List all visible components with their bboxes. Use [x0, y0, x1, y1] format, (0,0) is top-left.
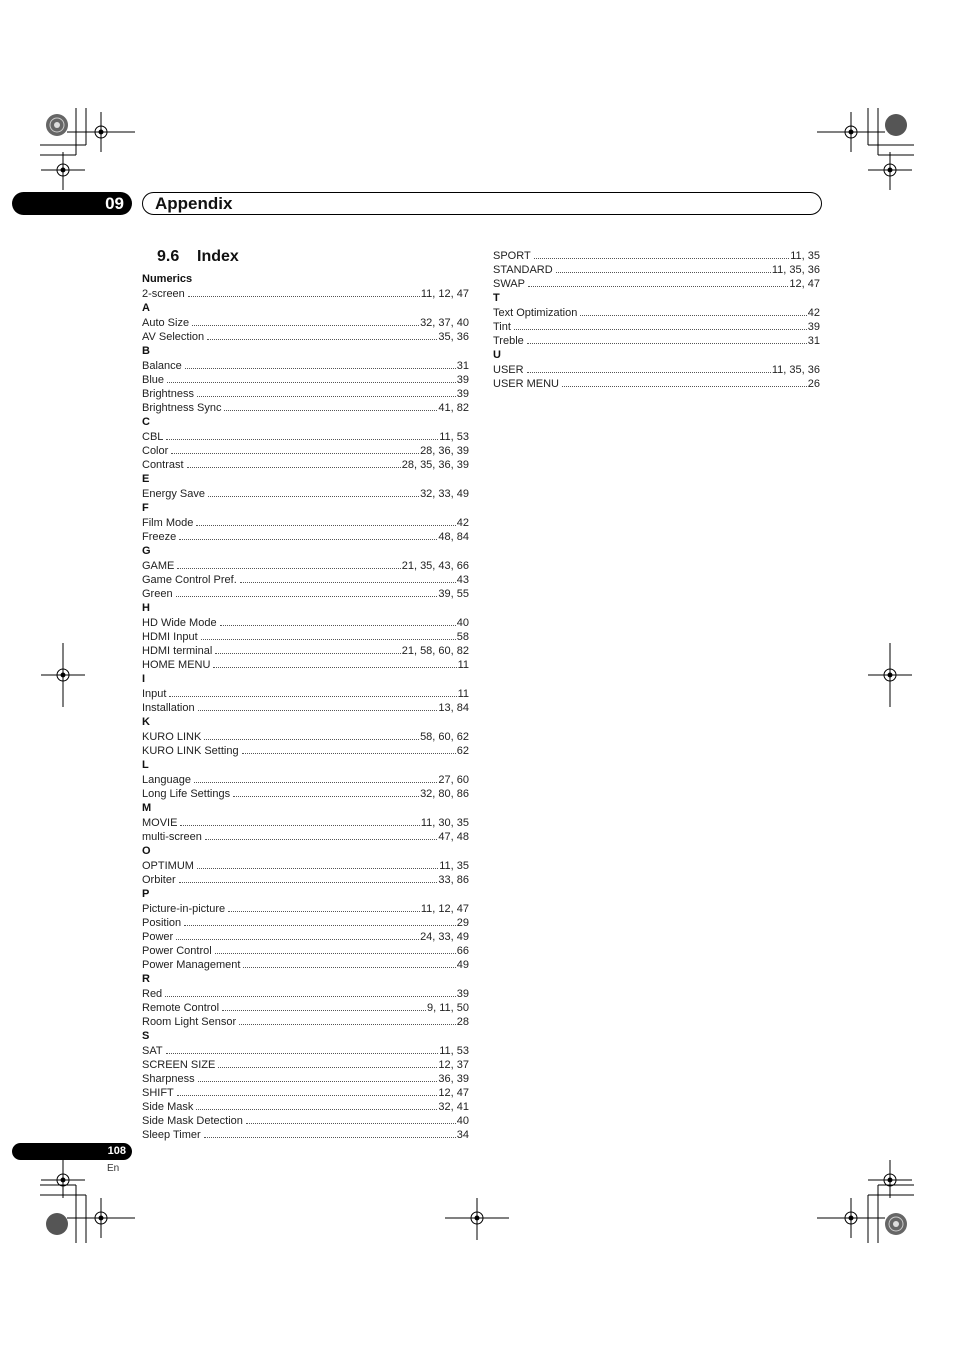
dot-leader — [177, 1085, 438, 1096]
dot-leader — [179, 872, 438, 883]
index-entry — [142, 700, 469, 714]
index-entry — [142, 443, 469, 457]
index-pages: 29 — [456, 917, 469, 929]
index-pages: 39 — [456, 374, 469, 386]
index-term: STANDARD — [493, 264, 553, 276]
index-group-letter: Numerics — [142, 273, 193, 285]
index-group-letter: F — [142, 502, 149, 514]
dot-leader — [176, 586, 438, 597]
index-pages: 34 — [456, 1129, 469, 1141]
index-pages: 39 — [807, 321, 820, 333]
index-term: OPTIMUM — [142, 860, 194, 872]
index-pages: 11, 12, 47 — [420, 903, 469, 915]
index-term: Energy Save — [142, 488, 205, 500]
index-entry — [142, 429, 469, 443]
index-term: Contrast — [142, 459, 184, 471]
index-group-letter: U — [493, 349, 501, 361]
index-group-letter: G — [142, 545, 151, 557]
index-group-letter: C — [142, 416, 150, 428]
index-entry — [142, 943, 469, 957]
dot-leader — [177, 558, 400, 569]
index-pages: 58, 60, 62 — [420, 731, 469, 743]
index-term: Game Control Pref. — [142, 574, 237, 586]
dot-leader — [185, 358, 456, 369]
index-entry — [142, 986, 469, 1000]
chapter-number-tab: 09 — [12, 192, 132, 215]
index-term: Remote Control — [142, 1002, 220, 1014]
index-entry — [142, 1014, 469, 1028]
dot-leader — [205, 829, 438, 840]
dot-leader — [218, 1057, 437, 1068]
index-entry — [493, 305, 820, 319]
index-entry — [142, 815, 469, 829]
index-entry — [142, 643, 469, 657]
index-term: Tint — [493, 321, 511, 333]
index-pages: 58 — [456, 631, 469, 643]
index-term: Power — [142, 931, 174, 943]
index-entry — [142, 957, 469, 971]
index-group-letter: B — [142, 345, 150, 357]
index-group-letter: S — [142, 1030, 150, 1042]
index-entry — [493, 262, 820, 276]
index-pages: 62 — [456, 745, 469, 757]
index-term: USER MENU — [493, 378, 560, 390]
dot-leader — [207, 329, 437, 340]
index-entry — [142, 1000, 469, 1014]
index-entry — [142, 572, 469, 586]
index-group-letter: K — [142, 716, 150, 728]
index-pages: 11, 53 — [439, 431, 469, 443]
index-term: Auto Size — [142, 317, 190, 329]
index-entry — [142, 729, 469, 743]
dot-leader — [562, 376, 807, 387]
dot-leader — [220, 615, 456, 626]
index-term: SAT — [142, 1045, 163, 1057]
index-entry — [142, 786, 469, 800]
index-term: Blue — [142, 374, 165, 386]
dot-leader — [188, 286, 420, 297]
index-entry — [142, 743, 469, 757]
index-term: Sleep Timer — [142, 1129, 201, 1141]
index-entry — [142, 915, 469, 929]
index-pages: 66 — [456, 945, 469, 957]
index-pages: 40 — [456, 1115, 469, 1127]
index-entry — [142, 1085, 469, 1099]
section-title: Index — [197, 248, 239, 265]
index-pages: 42 — [456, 517, 469, 529]
index-group-letter: H — [142, 602, 150, 614]
index-entry — [142, 286, 469, 300]
index-group-letter: A — [142, 302, 150, 314]
index-pages: 32, 80, 86 — [420, 788, 469, 800]
index-term: Orbiter — [142, 874, 176, 886]
index-term: USER — [493, 364, 524, 376]
index-entry — [142, 358, 469, 372]
index-pages: 12, 47 — [438, 1087, 469, 1099]
index-entry — [142, 315, 469, 329]
index-column-left — [142, 271, 469, 1141]
dot-leader — [194, 772, 437, 783]
index-pages: 42 — [807, 307, 820, 319]
index-term: Sharpness — [142, 1073, 195, 1085]
index-entry — [493, 276, 820, 290]
index-group-letter: P — [142, 888, 150, 900]
index-entry — [493, 333, 820, 347]
index-entry — [493, 362, 820, 376]
index-entry — [142, 1099, 469, 1113]
index-term: HOME MENU — [142, 659, 211, 671]
dot-leader — [171, 443, 419, 454]
index-pages: 12, 47 — [789, 278, 820, 290]
dot-leader — [239, 1014, 456, 1025]
index-term: Language — [142, 774, 191, 786]
index-pages: 11, 35 — [790, 250, 820, 262]
index-group-letter: O — [142, 845, 151, 857]
index-term: Side Mask — [142, 1101, 194, 1113]
index-entry — [142, 386, 469, 400]
index-term: CBL — [142, 431, 164, 443]
index-term: Red — [142, 988, 163, 1000]
index-pages: 28 — [456, 1016, 469, 1028]
index-term: Balance — [142, 360, 182, 372]
index-entry — [142, 615, 469, 629]
index-entry — [142, 1043, 469, 1057]
index-pages: 39, 55 — [438, 588, 469, 600]
index-term: Freeze — [142, 531, 177, 543]
page-language: En — [107, 1163, 120, 1174]
index-pages: 41, 82 — [438, 402, 469, 414]
index-group-letter: T — [493, 292, 500, 304]
index-pages: 28, 36, 39 — [420, 445, 469, 457]
dot-leader — [166, 1043, 439, 1054]
dot-leader — [169, 686, 456, 697]
index-entry — [142, 558, 469, 572]
index-pages: 31 — [807, 335, 820, 347]
index-entry — [142, 686, 469, 700]
index-pages: 32, 37, 40 — [420, 317, 469, 329]
dot-leader — [233, 786, 419, 797]
chapter-title: Appendix — [155, 194, 233, 213]
index-group-letter: E — [142, 473, 150, 485]
dot-leader — [198, 1071, 438, 1082]
index-term: SCREEN SIZE — [142, 1059, 216, 1071]
index-entry — [142, 772, 469, 786]
index-term: SPORT — [493, 250, 531, 262]
index-entry — [142, 486, 469, 500]
index-entry — [493, 248, 820, 262]
dot-leader — [240, 572, 456, 583]
index-pages: 48, 84 — [438, 531, 469, 543]
index-entry — [142, 400, 469, 414]
dot-leader — [196, 515, 455, 526]
index-entry — [142, 1057, 469, 1071]
dot-leader — [176, 929, 419, 940]
index-term: Power Control — [142, 945, 212, 957]
index-term: SHIFT — [142, 1087, 174, 1099]
index-term: HD Wide Mode — [142, 617, 217, 629]
index-term: HDMI terminal — [142, 645, 213, 657]
index-term: MOVIE — [142, 817, 178, 829]
index-group-letter: I — [142, 673, 146, 685]
dot-leader — [201, 629, 456, 640]
index-pages: 26 — [807, 378, 820, 390]
index-term: multi-screen — [142, 831, 202, 843]
index-pages: 32, 41 — [438, 1101, 469, 1113]
index-pages: 11, 35, 36 — [771, 364, 820, 376]
index-term: Long Life Settings — [142, 788, 231, 800]
index-term: Color — [142, 445, 169, 457]
index-pages: 39 — [456, 988, 469, 1000]
dot-leader — [208, 486, 419, 497]
dot-leader — [246, 1113, 456, 1124]
index-entry — [142, 829, 469, 843]
dot-leader — [184, 915, 456, 926]
dot-leader — [167, 372, 456, 383]
index-pages: 33, 86 — [438, 874, 469, 886]
dot-leader — [180, 815, 419, 826]
index-entry — [142, 901, 469, 915]
index-pages: 40 — [456, 617, 469, 629]
index-pages: 39 — [456, 388, 469, 400]
index-term: Power Management — [142, 959, 241, 971]
index-term: SWAP — [493, 278, 525, 290]
index-pages: 47, 48 — [438, 831, 469, 843]
index-pages: 11, 12, 47 — [420, 288, 469, 300]
index-group-letter: M — [142, 802, 152, 814]
index-pages: 36, 39 — [438, 1073, 469, 1085]
index-entry — [142, 1113, 469, 1127]
index-term: HDMI Input — [142, 631, 198, 643]
section-heading — [157, 247, 239, 267]
index-pages: 49 — [456, 959, 469, 971]
dot-leader — [204, 1127, 456, 1138]
dot-leader — [166, 429, 438, 440]
index-group-letter: L — [142, 759, 149, 771]
index-pages: 12, 37 — [438, 1059, 469, 1071]
index-pages: 11, 30, 35 — [420, 817, 469, 829]
index-group-letter: R — [142, 973, 150, 985]
index-entry — [142, 457, 469, 471]
index-term: Side Mask Detection — [142, 1115, 243, 1127]
dot-leader — [165, 986, 456, 997]
index-pages: 21, 35, 43, 66 — [401, 560, 469, 572]
index-pages: 11, 53 — [439, 1045, 469, 1057]
index-entry — [142, 929, 469, 943]
index-entry — [142, 858, 469, 872]
dot-leader — [556, 262, 771, 273]
dot-leader — [224, 400, 437, 411]
index-entry — [142, 1127, 469, 1141]
page-number-tab: 108 — [12, 1143, 132, 1160]
index-pages: 11 — [457, 659, 469, 671]
dot-leader — [187, 457, 401, 468]
index-term: GAME — [142, 560, 175, 572]
index-term: KURO LINK Setting — [142, 745, 239, 757]
index-pages: 9, 11, 50 — [427, 1002, 469, 1014]
index-pages: 28, 35, 36, 39 — [401, 459, 469, 471]
index-pages: 11, 35, 36 — [771, 264, 820, 276]
index-term: Film Mode — [142, 517, 194, 529]
index-pages: 43 — [456, 574, 469, 586]
index-entry — [142, 657, 469, 671]
index-term: Green — [142, 588, 173, 600]
index-entry — [142, 515, 469, 529]
index-term: Text Optimization — [493, 307, 578, 319]
index-pages: 11, 35 — [439, 860, 469, 872]
dot-leader — [534, 248, 790, 259]
index-pages: 24, 33, 49 — [420, 931, 469, 943]
index-pages: 31 — [456, 360, 469, 372]
dot-leader — [197, 386, 456, 397]
dot-leader — [527, 362, 771, 373]
section-number: 9.6 — [157, 248, 180, 265]
dot-leader — [179, 529, 437, 540]
index-term: AV Selection — [142, 331, 205, 343]
index-entry — [493, 319, 820, 333]
dot-leader — [222, 1000, 426, 1011]
dot-leader — [514, 319, 807, 330]
index-entry — [142, 586, 469, 600]
dot-leader — [242, 743, 456, 754]
index-term: Input — [142, 688, 167, 700]
index-pages: 21, 58, 60, 82 — [401, 645, 469, 657]
dot-leader — [215, 643, 400, 654]
chapter-header-bar — [142, 192, 822, 215]
dot-leader — [204, 729, 419, 740]
index-pages: 32, 33, 49 — [420, 488, 469, 500]
index-term: Treble — [493, 335, 524, 347]
index-entry — [142, 329, 469, 343]
index-entry — [142, 529, 469, 543]
index-term: Brightness Sync — [142, 402, 222, 414]
dot-leader — [243, 957, 455, 968]
dot-leader — [528, 276, 788, 287]
index-pages: 35, 36 — [438, 331, 469, 343]
index-term: Brightness — [142, 388, 194, 400]
dot-leader — [198, 700, 438, 711]
dot-leader — [527, 333, 807, 344]
index-entry — [142, 629, 469, 643]
index-term: Picture-in-picture — [142, 903, 226, 915]
index-pages: 13, 84 — [438, 702, 469, 714]
dot-leader — [197, 858, 438, 869]
index-pages: 27, 60 — [438, 774, 469, 786]
index-term: Installation — [142, 702, 195, 714]
dot-leader — [196, 1099, 437, 1110]
index-entry — [142, 372, 469, 386]
dot-leader — [228, 901, 420, 912]
index-term: 2-screen — [142, 288, 185, 300]
index-entry — [142, 1071, 469, 1085]
dot-leader — [213, 657, 456, 668]
index-entry — [493, 376, 820, 390]
dot-leader — [580, 305, 806, 316]
index-pages: 11 — [457, 688, 469, 700]
index-term: Room Light Sensor — [142, 1016, 237, 1028]
dot-leader — [192, 315, 419, 326]
index-term: KURO LINK — [142, 731, 202, 743]
index-term: Position — [142, 917, 182, 929]
index-column-right — [493, 248, 820, 390]
index-entry — [142, 872, 469, 886]
dot-leader — [215, 943, 456, 954]
